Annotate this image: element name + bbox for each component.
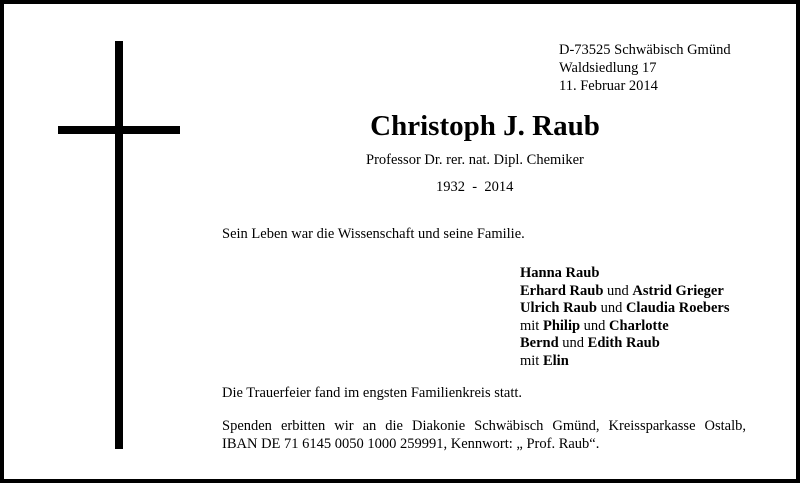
mourner-name: Bernd bbox=[520, 335, 559, 351]
mourner-name: Charlotte bbox=[609, 317, 669, 334]
mourner-name: Astrid Grieger bbox=[632, 282, 724, 299]
mourner-name: Ulrich Raub bbox=[520, 300, 597, 316]
mourners-list bbox=[520, 265, 729, 370]
mourner-line bbox=[520, 265, 729, 283]
address-date: 11. Februar 2014 bbox=[559, 78, 658, 94]
mourner-connector: und bbox=[603, 282, 633, 299]
mourner-line bbox=[520, 335, 729, 353]
mourner-connector: und bbox=[558, 335, 588, 351]
mourner-line bbox=[520, 353, 729, 371]
sender-address bbox=[559, 41, 731, 95]
mourner-name: Elin bbox=[542, 352, 569, 369]
mourner-connector: mit bbox=[520, 317, 543, 334]
mourner-name: Erhard Raub bbox=[520, 282, 604, 299]
donation-line-2: IBAN DE 71 6145 0050 1000 259991, Kennwort: „ Prof. Raub“. bbox=[222, 436, 600, 452]
mourner-connector: und bbox=[596, 300, 626, 316]
ceremony-note: Die Trauerfeier fand im engsten Familienkreis statt. bbox=[222, 385, 522, 401]
mourner-line bbox=[520, 283, 729, 301]
mourner-name: Claudia Roebers bbox=[625, 300, 730, 316]
deceased-name: Christoph J. Raub bbox=[370, 110, 600, 142]
donation-line-1: Spenden erbitten wir an die Diakonie Schwäbisch Gmünd, Kreissparkasse Ostalb, bbox=[222, 418, 746, 434]
donation-note bbox=[222, 417, 746, 453]
mourner-line bbox=[520, 300, 729, 318]
deceased-title: Professor Dr. rer. nat. Dipl. Chemiker bbox=[366, 152, 584, 168]
mourner-connector: mit bbox=[520, 352, 543, 369]
mourner-line bbox=[520, 318, 729, 336]
mourner-connector: und bbox=[580, 317, 610, 334]
mourner-name: Edith Raub bbox=[587, 335, 660, 351]
cross-icon-vertical-bar bbox=[115, 41, 123, 449]
motto-text: Sein Leben war die Wissenschaft und seine Familie. bbox=[222, 226, 525, 242]
address-city: D-73525 Schwäbisch Gmünd bbox=[559, 42, 731, 58]
mourner-name: Philip bbox=[542, 317, 581, 334]
address-street: Waldsiedlung 17 bbox=[559, 60, 657, 76]
mourner-name: Hanna Raub bbox=[520, 265, 600, 281]
life-years: 1932 - 2014 bbox=[436, 179, 514, 195]
